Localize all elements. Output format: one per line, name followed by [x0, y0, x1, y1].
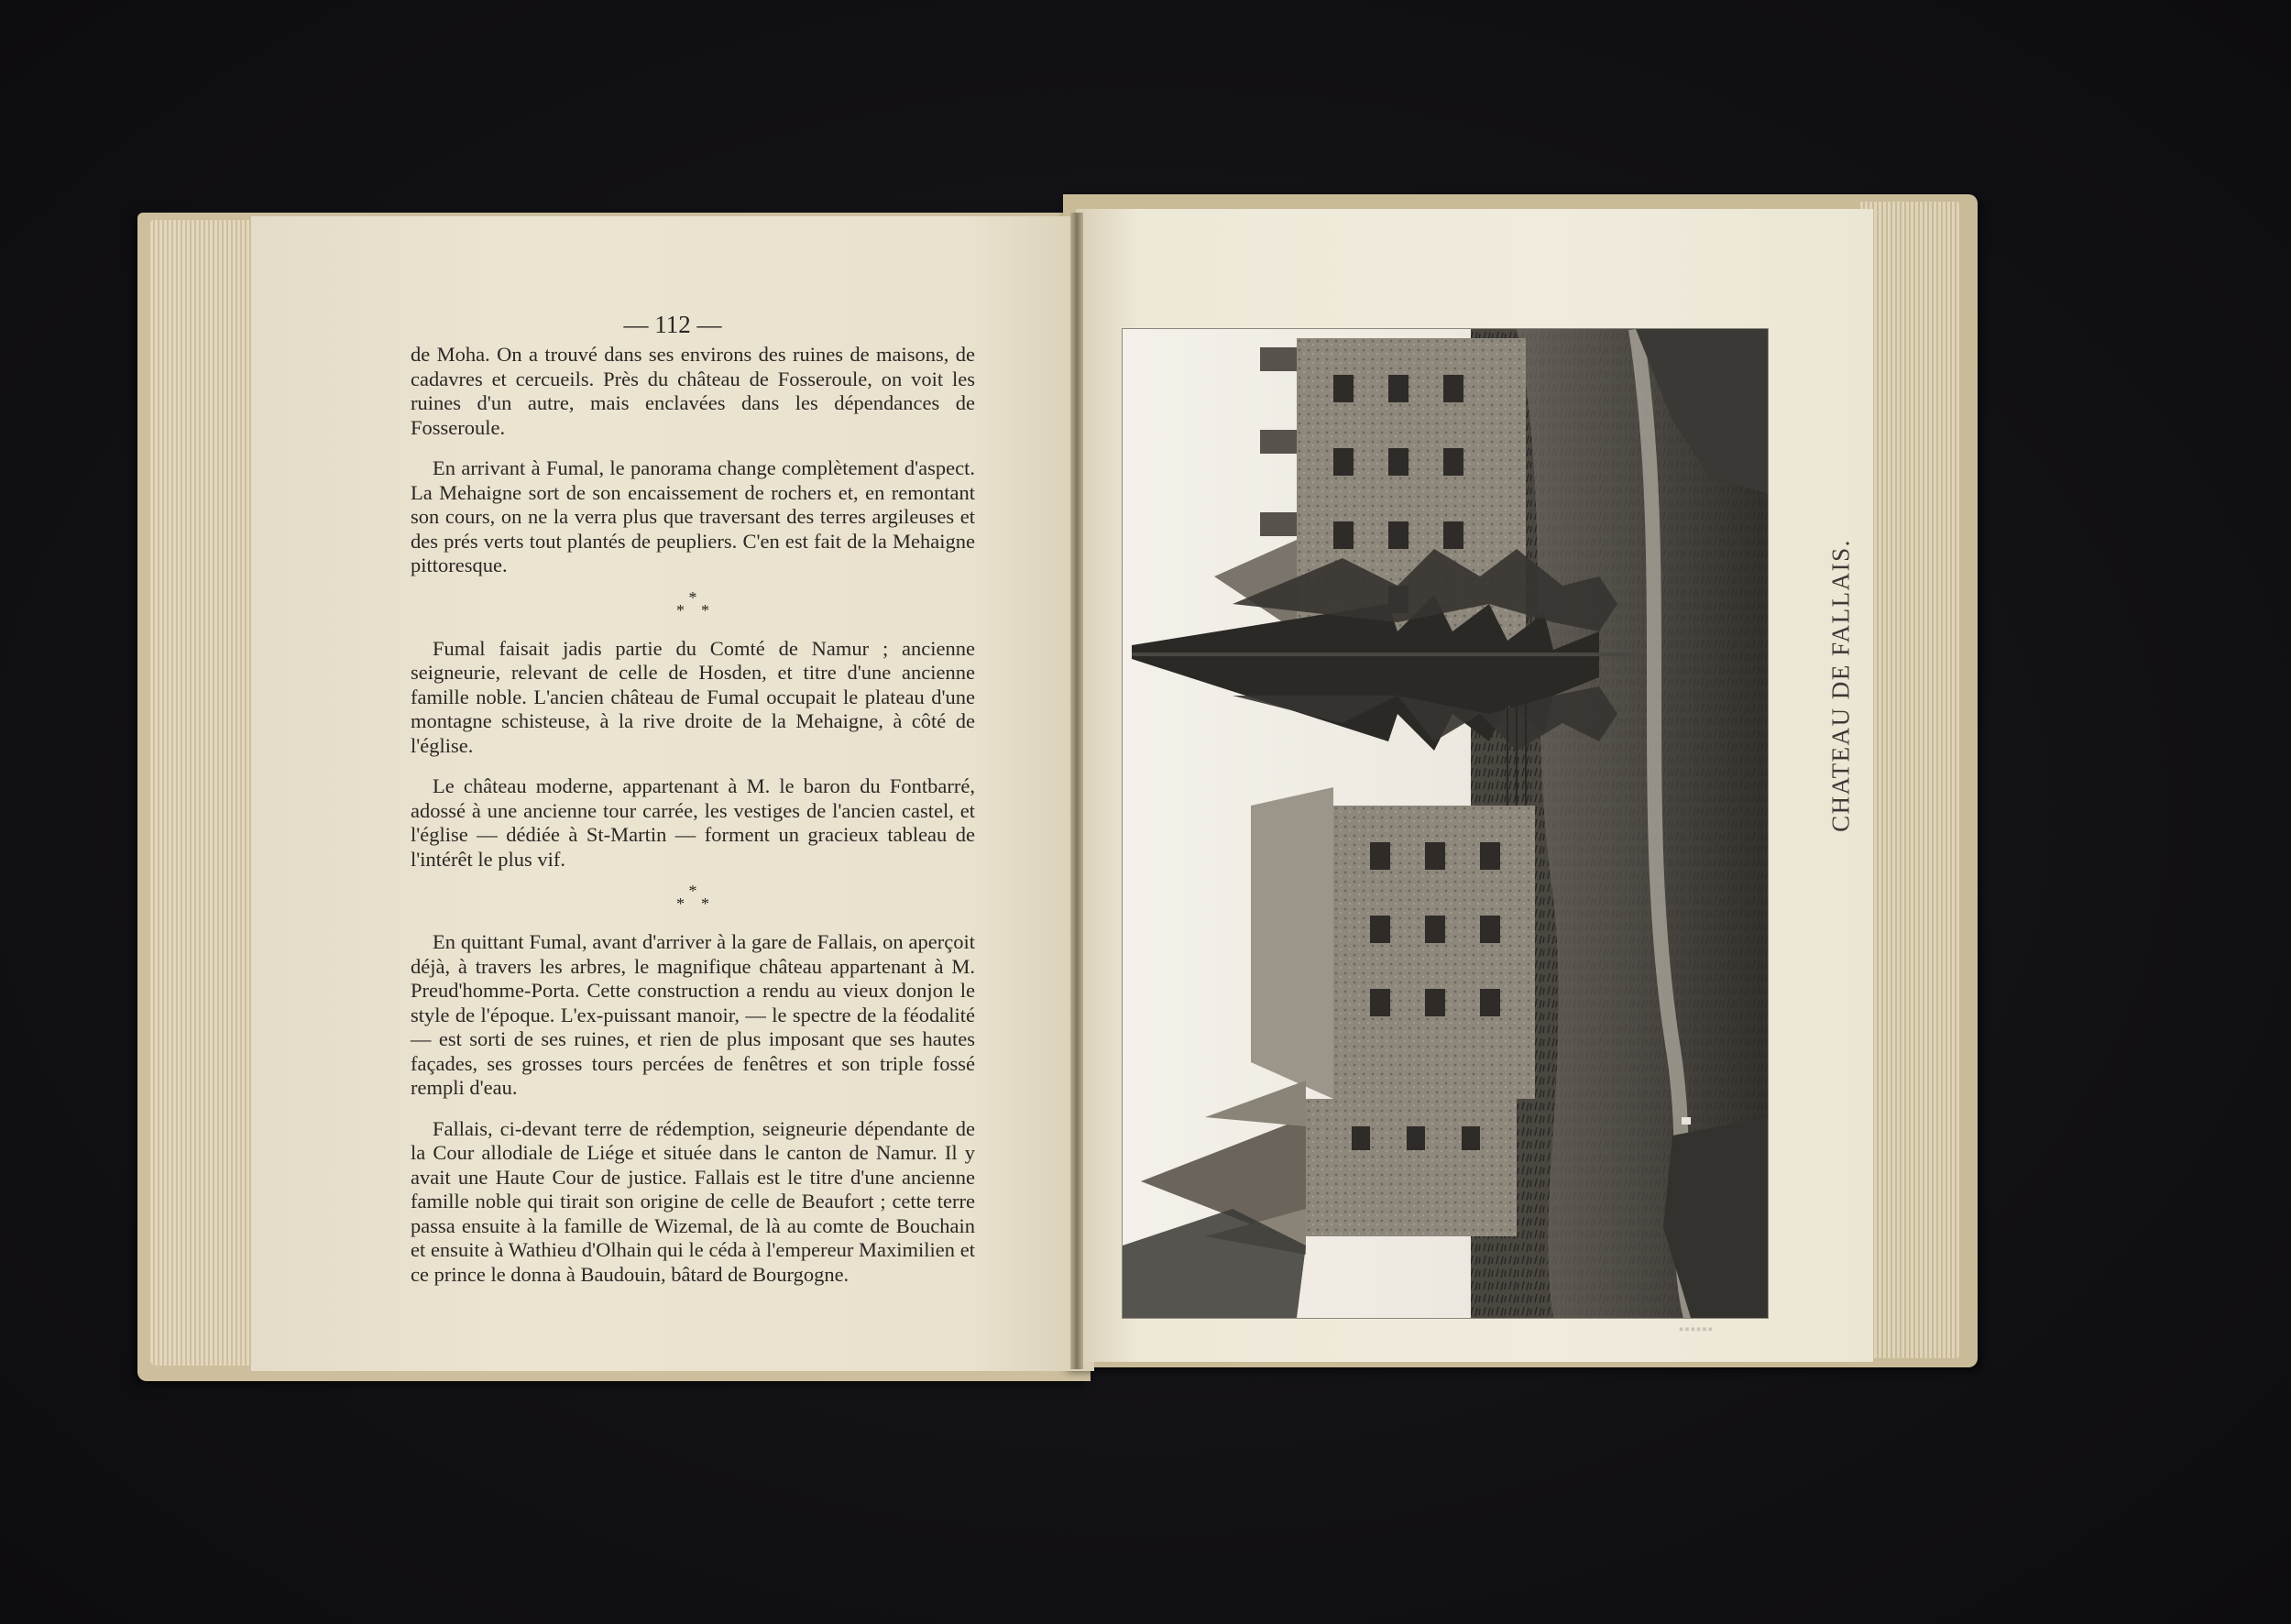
left-page-text: [411, 343, 975, 1287]
page-edges-right: [1860, 202, 1961, 1358]
book-gutter: [1070, 213, 1083, 1369]
page-number: — 112 —: [623, 311, 722, 338]
paragraph: En quittant Fumal, avant d'arriver à la gare de Fallais, on aperçoit déjà, à travers les arbres, le magnifique château appartenant à M. Preud'homme-Porta. Cette construction a rendu au vieux donjon le style de l'époque. L'ex-puissant manoir, — le spectre de la féodalité — est sorti de ses ruines, et rien de plus imposant que ses hautes façades, ses grosses tours percées de fenêtres et son triple fossé rempli d'eau.: [411, 930, 975, 1099]
paragraph: Fallais, ci-devant terre de rédemption, seigneurie dépendante de la Cour allodiale de Liége et située dans le canton de Namur. Il y avait une Haute Cour de justice. Fallais est le titre d'une ancienne famille noble qui tirait son origine de celle de Beaufort ; cette terre passa ensuite à la famille de Wizemal, de là au comte de Bouchain et ensuite à Wathieu d'Olhain qui le céda à l'empereur Maximilien et ce prince le donna à Baudouin, bâtard de Bourgogne.: [411, 1116, 975, 1286]
paragraph: En arrivant à Fumal, le panorama change complètement d'aspect. La Mehaigne sort de son encaissement de rochers et, en remontant son cours, on ne la verra plus que traversant des terres argileuses et des prés verts tout plantés de peupliers. C'en est fait de la Mehaigne pittoresque.: [411, 456, 975, 576]
paragraph: Le château moderne, appartenant à M. le baron du Fontbarré, adossé à une ancienne tour carrée, les vestiges de l'ancien castel, et l'église — dédiée à St-Martin — forment un gracieux tableau de l'intérêt le plus vif.: [411, 774, 975, 871]
asterism-ornament: * * *: [676, 882, 709, 913]
asterism-ornament: * * *: [676, 587, 709, 620]
paragraph: Fumal faisait jadis partie du Comté de Namur ; ancienne seigneurie, relevant de celle de Hosden, et titre d'une ancienne famille noble. L'ancien château de Fumal occupait le plateau d'une montagne schisteuse, à la rive droite de la Mehaigne, à côté de l'église.: [411, 636, 975, 757]
plate-caption: CHATEAU DE FALLAIS.: [1826, 539, 1855, 832]
chateau-photograph: [1122, 328, 1769, 1319]
paragraph: de Moha. On a trouvé dans ses environs des ruines de maisons, de cadavres et cercueils. Près du château de Fosseroule, on voit les ruines d'un autre, mais enclavées dans les dépendances de Fosseroule.: [411, 343, 975, 439]
chateau-illustration: [1123, 329, 1768, 1318]
library-stamp: ▪▪▪▪▪▪: [1679, 1322, 1714, 1337]
